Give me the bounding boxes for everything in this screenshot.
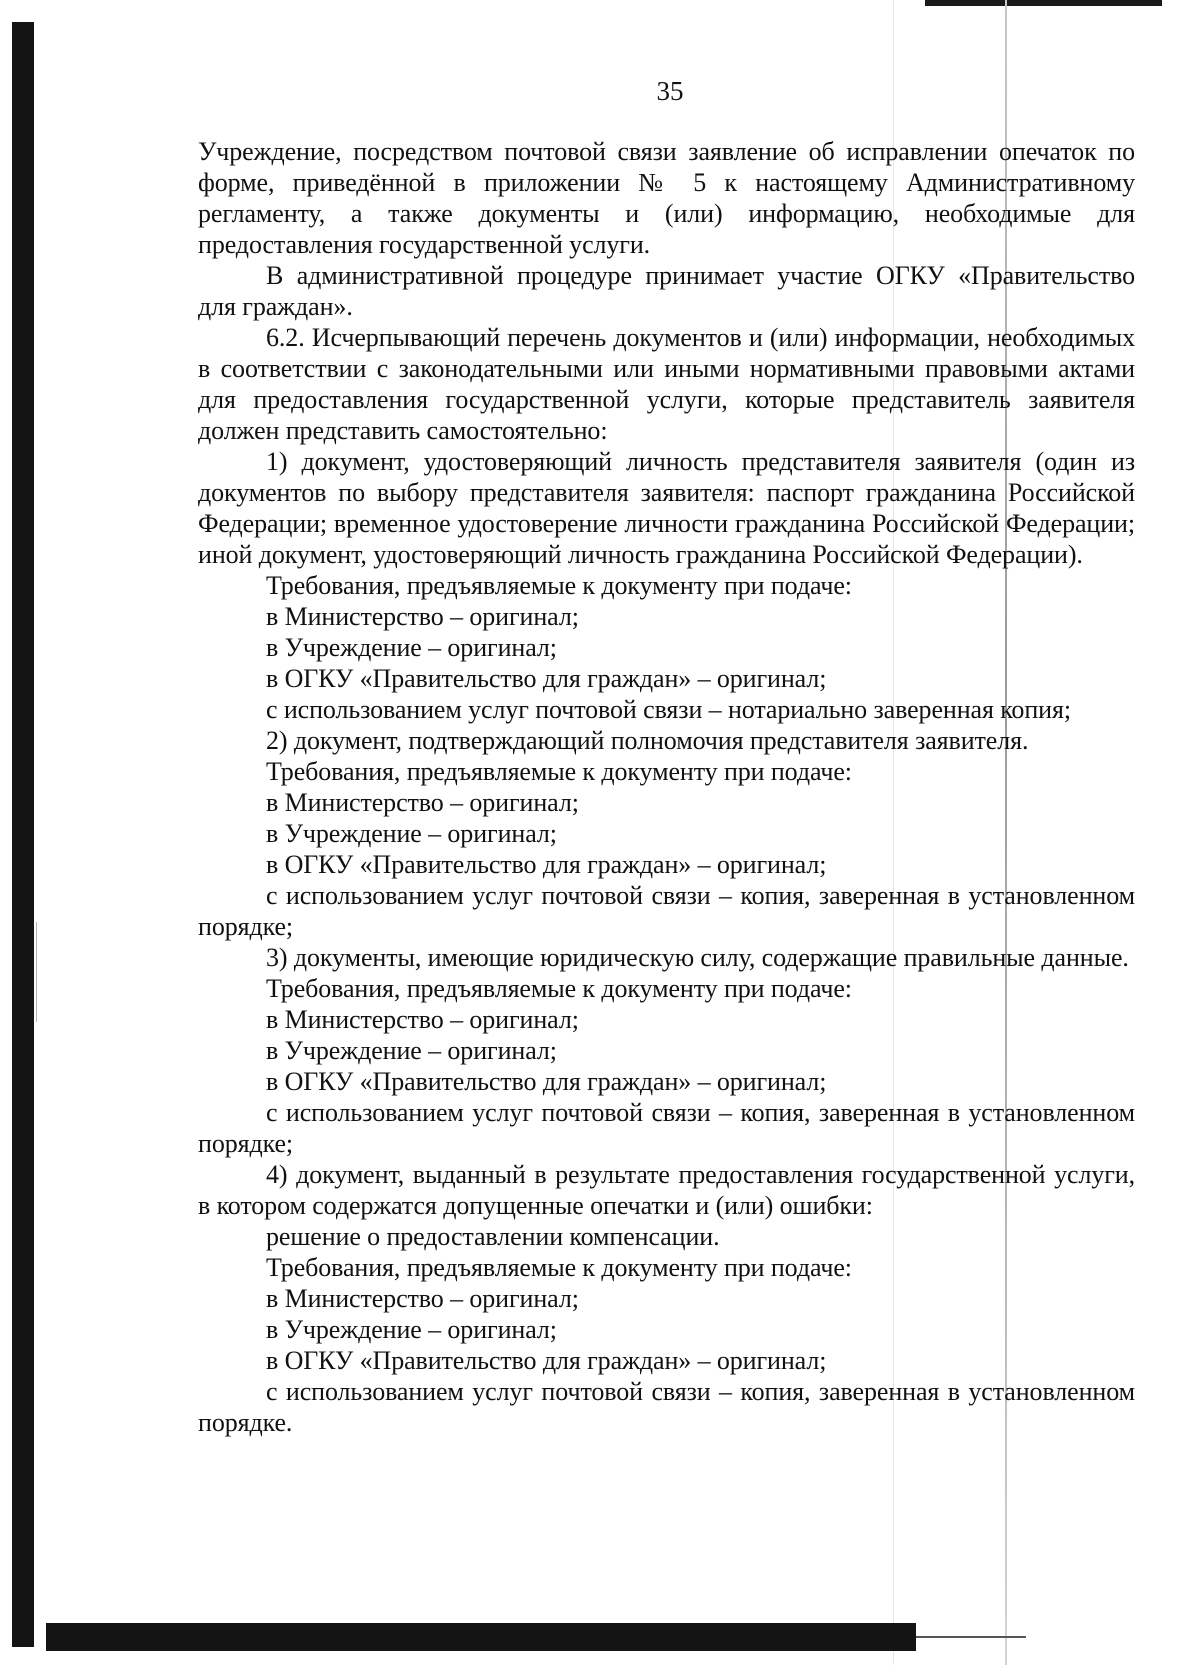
scan-border-bottom — [46, 1623, 916, 1651]
scan-border-bottom-thin — [916, 1636, 1026, 1638]
scan-border-top — [925, 0, 1162, 6]
paragraph: в Министерство – оригинал; — [266, 788, 579, 817]
paragraph: Требования, предъявляемые к документу при подаче: — [266, 571, 852, 600]
paragraph: 4) документ, выданный в результате предоставления государственной услуги, в котором содержатся допущенные опечатки и (или) ошибки: — [198, 1160, 1135, 1220]
paragraph: Учреждение, посредством почтовой связи заявление об исправлении опечаток по форме, приведённой в приложении № 5 к настоящему Административному регламенту, а также документы и (или) информацию, необходимые для предоставления государственной услуги. — [198, 137, 1135, 259]
paragraph: Требования, предъявляемые к документу при подаче: — [266, 974, 852, 1003]
paragraph: в Учреждение – оригинал; — [266, 819, 557, 848]
paragraph: в Министерство – оригинал; — [266, 602, 579, 631]
paragraph: в Министерство – оригинал; — [266, 1005, 579, 1034]
paragraph: в Учреждение – оригинал; — [266, 1036, 557, 1065]
document-body — [198, 136, 1135, 1438]
paragraph: 1) документ, удостоверяющий личность представителя заявителя (один из документов по выбору представителя заявителя: паспорт гражданина Российской Федерации; временное удостоверение личности гражданина Российской Федерации; иной документ, удостоверяющий личность гражданина Российской Федерации). — [198, 447, 1135, 569]
paragraph: в ОГКУ «Правительство для граждан» – оригинал; — [266, 664, 827, 693]
paragraph: решение о предоставлении компенсации. — [266, 1222, 720, 1251]
paragraph: в Учреждение – оригинал; — [266, 1315, 557, 1344]
paragraph: 3) документы, имеющие юридическую силу, содержащие правильные данные. — [266, 943, 1129, 972]
paragraph: в Министерство – оригинал; — [266, 1284, 579, 1313]
paragraph: с использованием услуг почтовой связи – копия, заверенная в установленном порядке; — [198, 1098, 1135, 1158]
paragraph: Требования, предъявляемые к документу при подаче: — [266, 757, 852, 786]
paragraph: с использованием услуг почтовой связи – копия, заверенная в установленном порядке. — [198, 1377, 1135, 1437]
paragraph: с использованием услуг почтовой связи – копия, заверенная в установленном порядке; — [198, 881, 1135, 941]
paragraph: 2) документ, подтверждающий полномочия представителя заявителя. — [266, 726, 1029, 755]
scan-margin-mark — [36, 922, 37, 1022]
paragraph: с использованием услуг почтовой связи – нотариально заверенная копия; — [266, 695, 1071, 724]
paragraph: 6.2. Исчерпывающий перечень документов и (или) информации, необходимых в соответствии с законодательными или иными нормативными правовыми актами для предоставления государственной услуги, которые представитель заявителя должен представить самостоятельно: — [198, 323, 1135, 445]
paragraph: в Учреждение – оригинал; — [266, 633, 557, 662]
paragraph: в ОГКУ «Правительство для граждан» – оригинал; — [266, 1346, 827, 1375]
paragraph: Требования, предъявляемые к документу при подаче: — [266, 1253, 852, 1282]
paragraph: в ОГКУ «Правительство для граждан» – оригинал; — [266, 850, 827, 879]
page-number: 35 — [656, 76, 684, 106]
paragraph: В административной процедуре принимает участие ОГКУ «Правительство для граждан». — [198, 261, 1135, 321]
paragraph: в ОГКУ «Правительство для граждан» – оригинал; — [266, 1067, 827, 1096]
scan-border-left — [12, 22, 34, 1647]
